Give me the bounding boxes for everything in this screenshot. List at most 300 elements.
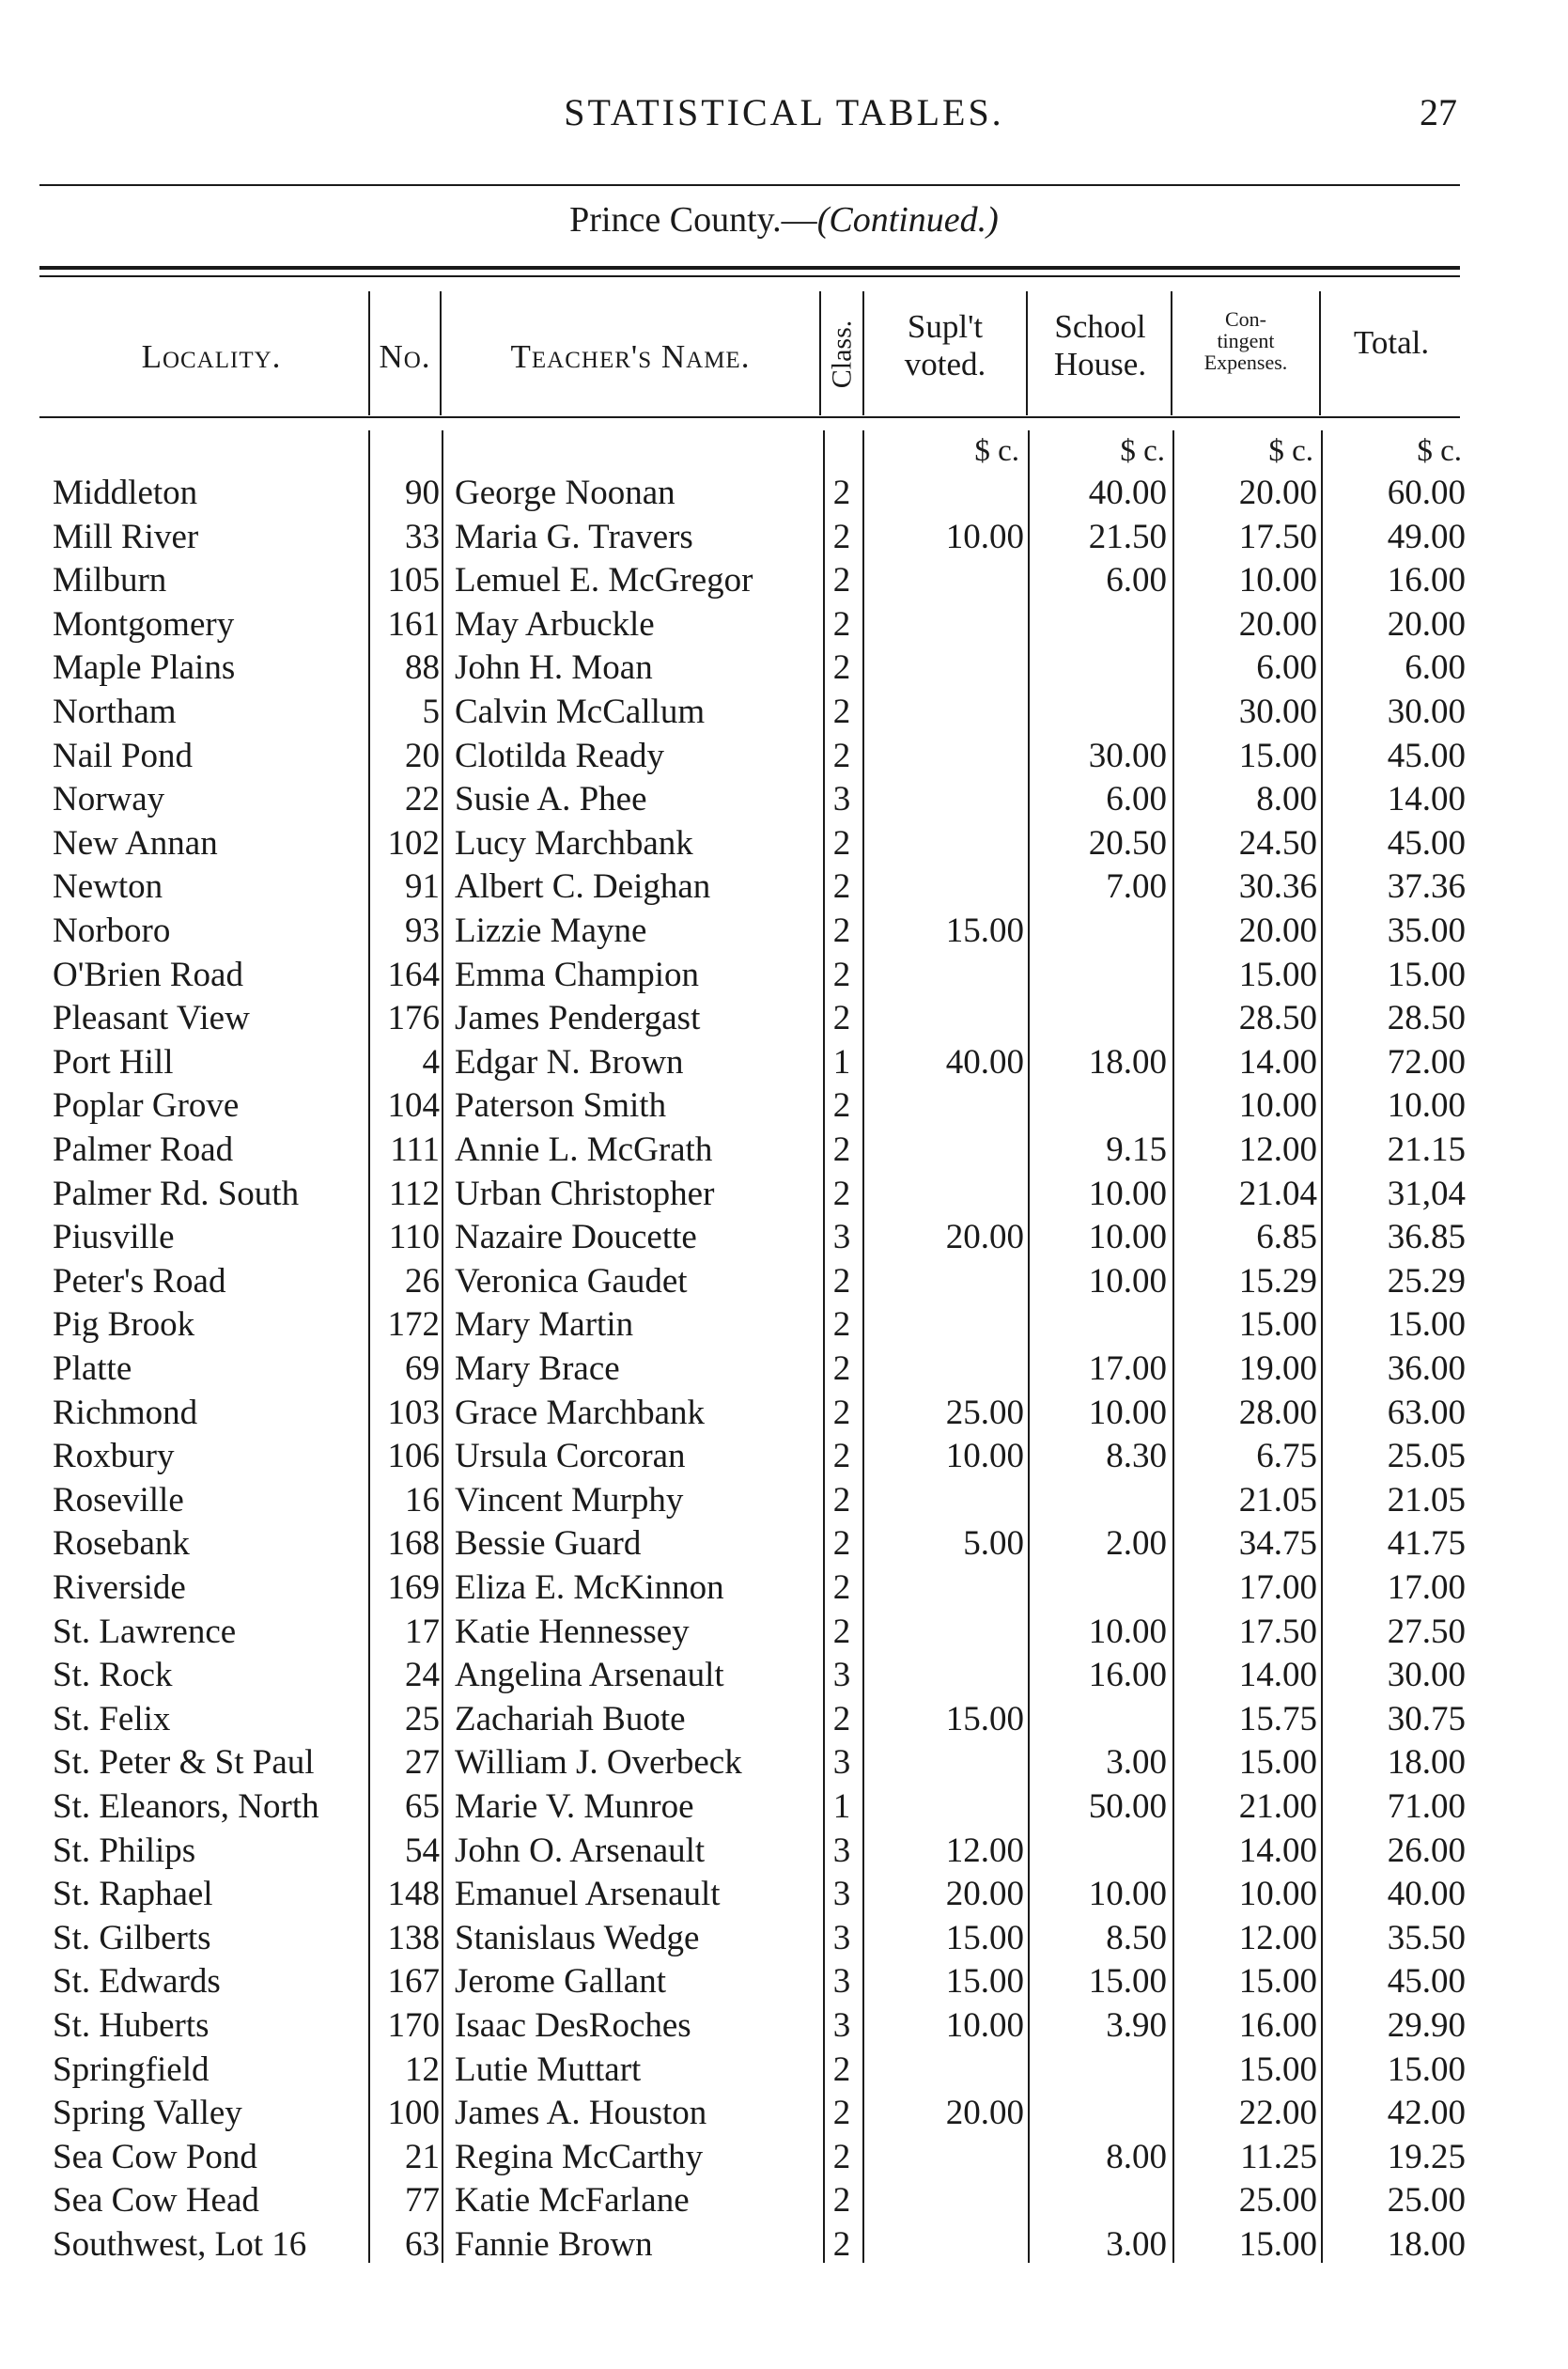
suppl-voted-cell: 25.00 (945, 1393, 1024, 1432)
class-cell: 3 (832, 1218, 851, 1257)
table-row (0, 2223, 1568, 2267)
table-row (0, 516, 1568, 559)
table-row (0, 1216, 1568, 1259)
header-total: Total. (1353, 324, 1430, 361)
number-cell: 22 (405, 780, 440, 819)
total-cell: 27.50 (1387, 1612, 1466, 1651)
table-row (0, 1173, 1568, 1216)
number-cell: 93 (405, 912, 440, 950)
contingent-expenses-cell: 16.00 (1238, 2006, 1317, 2045)
unit-label-contingent: $ c. (1268, 434, 1313, 468)
locality-cell: Middleton (53, 474, 198, 512)
total-cell: 42.00 (1387, 2094, 1466, 2133)
teacher-name-cell: Urban Christopher (455, 1174, 715, 1213)
contingent-expenses-cell: 21.00 (1238, 1787, 1317, 1826)
locality-cell: Nail Pond (53, 736, 194, 775)
contingent-expenses-cell: 10.00 (1238, 561, 1317, 600)
total-cell: 20.00 (1387, 604, 1466, 644)
suppl-voted-cell: 15.00 (945, 1699, 1024, 1738)
header-school-house (1030, 308, 1171, 384)
locality-cell: Roseville (53, 1480, 184, 1520)
teacher-name-cell: John H. Moan (455, 648, 653, 688)
header-teacher-name: Teacher's Name. (510, 338, 751, 375)
number-cell: 12 (405, 2049, 440, 2089)
table-row (0, 1303, 1568, 1347)
column-divider (819, 291, 821, 415)
teacher-name-cell: Grace Marchbank (455, 1393, 706, 1432)
table-row (0, 603, 1568, 647)
teacher-name-cell: Veronica Gaudet (455, 1261, 688, 1301)
school-house-cell: 15.00 (1088, 1962, 1167, 2002)
teacher-name-cell: Lutie Muttart (455, 2049, 642, 2089)
table-row (0, 1917, 1568, 1960)
suppl-voted-cell: 20.00 (945, 1875, 1024, 1914)
total-cell: 35.50 (1387, 1918, 1466, 1957)
class-cell: 3 (832, 1656, 851, 1695)
school-house-cell: 3.00 (1106, 1743, 1167, 1783)
header-contingent-line2: tingent (1217, 329, 1275, 353)
school-house-cell: 17.00 (1088, 1349, 1167, 1388)
locality-cell: St. Huberts (53, 2006, 210, 2045)
number-cell: 63 (405, 2225, 440, 2264)
class-cell: 3 (832, 1831, 851, 1870)
number-cell: 161 (387, 604, 440, 644)
total-cell: 49.00 (1387, 517, 1466, 556)
suppl-voted-cell: 5.00 (963, 1524, 1024, 1564)
class-cell: 2 (832, 517, 851, 556)
total-cell: 14.00 (1387, 780, 1466, 819)
teacher-name-cell: George Noonan (455, 474, 675, 512)
total-cell: 25.00 (1387, 2181, 1466, 2221)
class-cell: 3 (832, 1875, 851, 1914)
contingent-expenses-cell: 14.00 (1238, 1656, 1317, 1695)
number-cell: 91 (405, 867, 440, 907)
running-title: STATISTICAL TABLES. (564, 91, 1004, 133)
header-contingent-expenses (1172, 308, 1319, 373)
total-cell: 16.00 (1387, 561, 1466, 600)
total-cell: 30.00 (1387, 1656, 1466, 1695)
number-cell: 111 (390, 1130, 440, 1169)
class-cell: 2 (832, 1393, 851, 1432)
total-cell: 21.05 (1387, 1480, 1466, 1520)
class-cell: 2 (832, 1130, 851, 1169)
teacher-name-cell: Susie A. Phee (455, 780, 647, 819)
total-cell: 40.00 (1387, 1875, 1466, 1914)
total-cell: 35.00 (1387, 912, 1466, 950)
table-row (0, 1830, 1568, 1873)
number-cell: 4 (422, 1042, 440, 1082)
contingent-expenses-cell: 15.00 (1238, 1962, 1317, 2002)
number-cell: 20 (405, 736, 440, 775)
number-cell: 90 (405, 474, 440, 512)
school-house-cell: 10.00 (1088, 1612, 1167, 1651)
teacher-name-cell: Bessie Guard (455, 1524, 642, 1564)
header-contingent-line1: Con- (1225, 307, 1266, 331)
header-suppl-voted (864, 308, 1026, 384)
suppl-voted-cell: 15.00 (945, 912, 1024, 950)
contingent-expenses-cell: 34.75 (1238, 1524, 1317, 1564)
table-row (0, 2136, 1568, 2179)
number-cell: 164 (387, 955, 440, 994)
class-cell: 2 (832, 1524, 851, 1564)
locality-cell: St. Felix (53, 1699, 171, 1738)
teacher-name-cell: Zachariah Buote (455, 1699, 686, 1738)
table-row (0, 1566, 1568, 1610)
locality-cell: St. Lawrence (53, 1612, 237, 1651)
contingent-expenses-cell: 17.50 (1238, 1612, 1317, 1651)
contingent-expenses-cell: 20.00 (1238, 912, 1317, 950)
teacher-name-cell: James A. Houston (455, 2094, 707, 2133)
contingent-expenses-cell: 14.00 (1238, 1042, 1317, 1082)
locality-cell: St. Gilberts (53, 1918, 211, 1957)
table-row (0, 1741, 1568, 1785)
contingent-expenses-cell: 15.00 (1238, 955, 1317, 994)
table-row (0, 1960, 1568, 2003)
class-cell: 3 (832, 1918, 851, 1957)
teacher-name-cell: Regina McCarthy (455, 2137, 704, 2176)
teacher-name-cell: Lemuel E. McGregor (455, 561, 753, 600)
number-cell: 21 (405, 2137, 440, 2176)
teacher-name-cell: Jerome Gallant (455, 1962, 666, 2002)
teacher-name-cell: Katie Hennessey (455, 1612, 690, 1651)
school-house-cell: 2.00 (1106, 1524, 1167, 1564)
teacher-name-cell: Albert C. Deighan (455, 867, 711, 907)
locality-cell: Piusville (53, 1218, 175, 1257)
teacher-name-cell: Marie V. Munroe (455, 1787, 694, 1826)
school-house-cell: 3.00 (1106, 2225, 1167, 2264)
table-row (0, 735, 1568, 778)
locality-cell: O'Brien Road (53, 955, 243, 994)
teacher-name-cell: Clotilda Ready (455, 736, 664, 775)
school-house-cell: 30.00 (1088, 736, 1167, 775)
school-house-cell: 6.00 (1106, 780, 1167, 819)
teacher-name-cell: Paterson Smith (455, 1086, 667, 1126)
total-cell: 71.00 (1387, 1787, 1466, 1826)
header-class (823, 303, 861, 406)
locality-cell: St. Peter & St Paul (53, 1743, 315, 1783)
table-row (0, 778, 1568, 821)
locality-cell: Palmer Road (53, 1130, 234, 1169)
teacher-name-cell: Lucy Marchbank (455, 823, 693, 863)
table-row (0, 1785, 1568, 1829)
teacher-name-cell: Fannie Brown (455, 2225, 653, 2264)
contingent-expenses-cell: 15.00 (1238, 2225, 1317, 2264)
contingent-expenses-cell: 6.85 (1256, 1218, 1317, 1257)
number-cell: 176 (387, 999, 440, 1038)
total-cell: 15.00 (1387, 1305, 1466, 1345)
table-row (0, 2092, 1568, 2135)
table-row (0, 1129, 1568, 1172)
class-cell: 2 (832, 1612, 851, 1651)
school-house-cell: 10.00 (1088, 1261, 1167, 1301)
number-cell: 168 (387, 1524, 440, 1564)
class-cell: 2 (832, 736, 851, 775)
number-cell: 54 (405, 1831, 440, 1870)
locality-cell: St. Rock (53, 1656, 173, 1695)
number-cell: 103 (387, 1393, 440, 1432)
teacher-name-cell: Eliza E. McKinnon (455, 1568, 724, 1607)
total-cell: 36.85 (1387, 1218, 1466, 1257)
class-cell: 2 (832, 2181, 851, 2221)
locality-cell: Richmond (53, 1393, 198, 1432)
total-cell: 72.00 (1387, 1042, 1466, 1082)
class-cell: 2 (832, 1086, 851, 1126)
contingent-expenses-cell: 17.00 (1238, 1568, 1317, 1607)
school-house-cell: 40.00 (1088, 474, 1167, 512)
teacher-name-cell: Emanuel Arsenault (455, 1875, 721, 1914)
contingent-expenses-cell: 15.29 (1238, 1261, 1317, 1301)
school-house-cell: 50.00 (1088, 1787, 1167, 1826)
locality-cell: Poplar Grove (53, 1086, 240, 1126)
contingent-expenses-cell: 11.25 (1240, 2137, 1317, 2176)
teacher-name-cell: May Arbuckle (455, 604, 655, 644)
number-cell: 5 (422, 693, 440, 731)
number-cell: 148 (387, 1875, 440, 1914)
school-house-cell: 7.00 (1106, 867, 1167, 907)
table-row (0, 1392, 1568, 1435)
total-cell: 25.29 (1387, 1261, 1466, 1301)
total-cell: 30.75 (1387, 1699, 1466, 1738)
table-row (0, 1435, 1568, 1478)
teacher-name-cell: Calvin McCallum (455, 693, 706, 731)
class-cell: 2 (832, 1480, 851, 1520)
column-divider (1319, 291, 1321, 415)
class-cell: 2 (832, 1699, 851, 1738)
contingent-expenses-cell: 30.36 (1238, 867, 1317, 907)
number-cell: 170 (387, 2006, 440, 2045)
teacher-name-cell: Mary Brace (455, 1349, 620, 1388)
table-row (0, 1522, 1568, 1566)
contingent-expenses-cell: 24.50 (1238, 823, 1317, 863)
header-school-line2: House. (1053, 346, 1147, 383)
contingent-expenses-cell: 12.00 (1238, 1918, 1317, 1957)
table-row (0, 1611, 1568, 1654)
total-cell: 63.00 (1387, 1393, 1466, 1432)
table-row (0, 1348, 1568, 1391)
total-cell: 41.75 (1387, 1524, 1466, 1564)
table-row (0, 1698, 1568, 1741)
class-cell: 2 (832, 2137, 851, 2176)
teacher-name-cell: Ursula Corcoran (455, 1437, 686, 1476)
locality-cell: Southwest, Lot 16 (53, 2225, 307, 2264)
contingent-expenses-cell: 12.00 (1238, 1130, 1317, 1169)
teacher-name-cell: John O. Arsenault (455, 1831, 706, 1870)
number-cell: 26 (405, 1261, 440, 1301)
class-cell: 2 (832, 955, 851, 994)
locality-cell: St. Eleanors, North (53, 1787, 319, 1826)
school-house-cell: 8.50 (1106, 1918, 1167, 1957)
column-divider (1026, 291, 1028, 415)
locality-cell: Rosebank (53, 1524, 190, 1564)
locality-cell: Riverside (53, 1568, 186, 1607)
total-cell: 15.00 (1387, 2049, 1466, 2089)
school-house-cell: 18.00 (1088, 1042, 1167, 1082)
total-cell: 18.00 (1387, 1743, 1466, 1783)
header-school-line1: School (1054, 308, 1146, 345)
teacher-name-cell: Nazaire Doucette (455, 1218, 697, 1257)
header-locality: Locality. (141, 338, 282, 375)
table-row (0, 997, 1568, 1040)
unit-label-school: $ c. (1120, 434, 1165, 468)
locality-cell: Newton (53, 867, 163, 907)
total-cell: 45.00 (1387, 736, 1466, 775)
class-cell: 2 (832, 1305, 851, 1345)
table-row (0, 1260, 1568, 1303)
header-class-label: Class. (826, 320, 858, 389)
locality-cell: Maple Plains (53, 648, 236, 688)
suppl-voted-cell: 10.00 (945, 2006, 1024, 2045)
teacher-name-cell: Annie L. McGrath (455, 1130, 713, 1169)
double-rule-upper (39, 266, 1460, 270)
class-cell: 2 (832, 867, 851, 907)
locality-cell: Springfield (53, 2049, 210, 2089)
header-bottom-rule (39, 416, 1460, 418)
header-suppl-line2: voted. (904, 346, 986, 383)
locality-cell: Roxbury (53, 1437, 175, 1476)
double-rule-lower (39, 275, 1460, 277)
class-cell: 3 (832, 780, 851, 819)
suppl-voted-cell: 12.00 (945, 1831, 1024, 1870)
contingent-expenses-cell: 15.00 (1238, 736, 1317, 775)
table-row (0, 2004, 1568, 2048)
number-cell: 33 (405, 517, 440, 556)
teacher-name-cell: Katie McFarlane (455, 2181, 690, 2221)
number-cell: 110 (388, 1218, 440, 1257)
total-cell: 30.00 (1387, 693, 1466, 731)
number-cell: 100 (387, 2094, 440, 2133)
contingent-expenses-cell: 8.00 (1256, 780, 1317, 819)
class-cell: 2 (832, 648, 851, 688)
locality-cell: New Annan (53, 823, 218, 863)
table-row (0, 2049, 1568, 2092)
table-row (0, 822, 1568, 865)
table-row (0, 559, 1568, 602)
class-cell: 2 (832, 1568, 851, 1607)
teacher-name-cell: Vincent Murphy (455, 1480, 684, 1520)
table-row (0, 1084, 1568, 1128)
number-cell: 112 (388, 1174, 440, 1213)
total-cell: 19.25 (1387, 2137, 1466, 2176)
locality-cell: Norway (53, 780, 165, 819)
class-cell: 3 (832, 1962, 851, 2002)
total-cell: 36.00 (1387, 1349, 1466, 1388)
total-cell: 45.00 (1387, 823, 1466, 863)
class-cell: 2 (832, 604, 851, 644)
school-house-cell: 10.00 (1088, 1875, 1167, 1914)
locality-cell: St. Raphael (53, 1875, 213, 1914)
suppl-voted-cell: 10.00 (945, 517, 1024, 556)
column-divider (440, 291, 442, 415)
locality-cell: St. Philips (53, 1831, 196, 1870)
locality-cell: Pig Brook (53, 1305, 195, 1345)
class-cell: 2 (832, 1349, 851, 1388)
table-row (0, 910, 1568, 953)
table-row (0, 1873, 1568, 1916)
table-subtitle (0, 199, 1568, 241)
class-cell: 2 (832, 474, 851, 512)
locality-cell: Norboro (53, 912, 171, 950)
page-number: 27 (1420, 91, 1457, 133)
table-row (0, 1041, 1568, 1084)
school-house-cell: 20.50 (1088, 823, 1167, 863)
contingent-expenses-cell: 17.50 (1238, 517, 1317, 556)
total-cell: 21.15 (1387, 1130, 1466, 1169)
contingent-expenses-cell: 21.04 (1238, 1174, 1317, 1213)
total-cell: 6.00 (1405, 648, 1466, 688)
contingent-expenses-cell: 28.50 (1238, 999, 1317, 1038)
total-cell: 17.00 (1387, 1568, 1466, 1607)
total-cell: 10.00 (1387, 1086, 1466, 1126)
class-cell: 2 (832, 1261, 851, 1301)
unit-label-suppl: $ c. (974, 434, 1019, 468)
total-cell: 29.90 (1387, 2006, 1466, 2045)
locality-cell: Spring Valley (53, 2094, 242, 2133)
contingent-expenses-cell: 15.75 (1238, 1699, 1317, 1738)
locality-cell: Sea Cow Pond (53, 2137, 257, 2176)
locality-cell: Port Hill (53, 1042, 174, 1082)
contingent-expenses-cell: 15.00 (1238, 2049, 1317, 2089)
total-cell: 18.00 (1387, 2225, 1466, 2264)
total-cell: 25.05 (1387, 1437, 1466, 1476)
locality-cell: Palmer Rd. South (53, 1174, 300, 1213)
contingent-expenses-cell: 20.00 (1238, 604, 1317, 644)
school-house-cell: 6.00 (1106, 561, 1167, 600)
number-cell: 104 (387, 1086, 440, 1126)
teacher-name-cell: Angelina Arsenault (455, 1656, 724, 1695)
locality-cell: St. Edwards (53, 1962, 221, 2002)
number-cell: 138 (387, 1918, 440, 1957)
teacher-name-cell: Edgar N. Brown (455, 1042, 684, 1082)
total-cell: 60.00 (1387, 474, 1466, 512)
locality-cell: Platte (53, 1349, 132, 1388)
class-cell: 2 (832, 823, 851, 863)
number-cell: 102 (387, 823, 440, 863)
contingent-expenses-cell: 14.00 (1238, 1831, 1317, 1870)
number-cell: 16 (405, 1480, 440, 1520)
school-house-cell: 8.00 (1106, 2137, 1167, 2176)
locality-cell: Northam (53, 693, 177, 731)
class-cell: 2 (832, 693, 851, 731)
number-cell: 17 (405, 1612, 440, 1651)
contingent-expenses-cell: 19.00 (1238, 1349, 1317, 1388)
number-cell: 24 (405, 1656, 440, 1695)
school-house-cell: 16.00 (1088, 1656, 1167, 1695)
class-cell: 3 (832, 2006, 851, 2045)
teacher-name-cell: Lizzie Mayne (455, 912, 647, 950)
class-cell: 3 (832, 1743, 851, 1783)
class-cell: 2 (832, 2225, 851, 2264)
number-cell: 69 (405, 1349, 440, 1388)
table-row (0, 954, 1568, 997)
school-house-cell: 10.00 (1088, 1218, 1167, 1257)
top-rule (39, 184, 1460, 186)
class-cell: 2 (832, 2049, 851, 2089)
school-house-cell: 9.15 (1106, 1130, 1167, 1169)
number-cell: 105 (387, 561, 440, 600)
locality-cell: Montgomery (53, 604, 235, 644)
total-cell: 28.50 (1387, 999, 1466, 1038)
contingent-expenses-cell: 20.00 (1238, 474, 1317, 512)
suppl-voted-cell: 20.00 (945, 1218, 1024, 1257)
class-cell: 2 (832, 912, 851, 950)
contingent-expenses-cell: 22.00 (1238, 2094, 1317, 2133)
suppl-voted-cell: 40.00 (945, 1042, 1024, 1082)
contingent-expenses-cell: 10.00 (1238, 1086, 1317, 1126)
number-cell: 169 (387, 1568, 440, 1607)
number-cell: 25 (405, 1699, 440, 1738)
total-cell: 26.00 (1387, 1831, 1466, 1870)
table-row (0, 647, 1568, 690)
